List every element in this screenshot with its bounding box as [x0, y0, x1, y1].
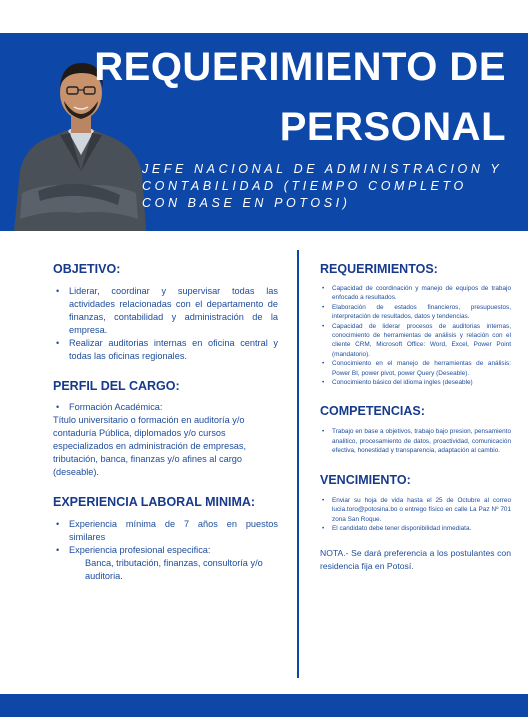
vencimiento-heading: VENCIMIENTO: [320, 472, 411, 487]
requerimientos-list [320, 284, 511, 387]
right-column [320, 262, 511, 573]
list-item: • Capacidad de coordinación y manejo de equipos de trabajo enfocado a resultados. [320, 284, 511, 303]
requerimientos-heading: REQUERIMIENTOS: [320, 262, 438, 276]
list-item: • Conocimiento básico del idioma ingles (deseable) [320, 378, 511, 387]
top-strip [0, 0, 528, 33]
objetivo-heading: OBJETIVO: [53, 262, 121, 276]
list-item: • Realizar auditorias internas en oficina central y todas las oficinas regionales. [53, 337, 278, 363]
column-divider [297, 250, 299, 678]
header-banner [0, 33, 528, 231]
perfil-heading: PERFIL DEL CARGO: [53, 379, 180, 393]
perfil-section [53, 379, 278, 479]
perfil-list [53, 401, 278, 414]
list-item: • Experiencia profesional especifica: [53, 544, 278, 557]
list-item: • Trabajo en base a objetivos, trabajo bajo presion, pensamiento analitico, procesamiento de datos, proactividad, comunicación efectiva, honestidad y transparencia, adaptación al cambio. [320, 427, 511, 455]
list-item: • Enviar su hoja de vida hasta el 25 de Octubre al correo lucia.toro@potosina.bo o entrego físico en calle La Paz Nº 701 zona San Roque. [320, 496, 511, 524]
competencias-heading: COMPETENCIAS: [320, 404, 425, 419]
perfil-text: Título universitario o formación en auditoría y/o contaduría Pública, diplomados y/o cursos especializados en administración de empresas, tributación, banca, finanzas y/o afines al cargo (deseable). [53, 415, 247, 477]
left-column [53, 262, 278, 583]
experiencia-section [53, 495, 278, 583]
job-title-subtitle: JEFE NACIONAL DE ADMINISTRACION Y CONTABILIDAD (TIEMPO COMPLETO CON BASE EN POTOSI) [142, 162, 503, 210]
experiencia-subtext: Banca, tributación, finanzas, consultoría y/o auditoria. [85, 558, 263, 581]
list-item: • El candidato debe tener disponibilidad inmediata. [320, 524, 511, 533]
requerimientos-section [320, 262, 511, 387]
list-item: • Formación Académica: [53, 401, 278, 414]
page-title-line1: REQUERIMIENTO DE [94, 45, 506, 89]
list-item: • Conocimiento en el manejo de herramientas de análisis: Power BI, power pivot, power Query (Deseable). [320, 359, 511, 378]
objetivo-list [53, 285, 278, 363]
objetivo-section [53, 262, 278, 363]
nota-text: NOTA.- Se dará preferencia a los postulantes con residencia fija en Potosí. [320, 548, 511, 572]
bottom-bar [0, 694, 528, 717]
competencias-section [320, 404, 511, 455]
page-title-line2: PERSONAL [279, 105, 506, 149]
list-item: • Elaboración de estados financieros, presupuestos, interpretación de resultados, datos y tendencias. [320, 303, 511, 322]
experiencia-heading: EXPERIENCIA LABORAL MINIMA: [53, 495, 256, 509]
competencias-list [320, 427, 511, 455]
experiencia-list [53, 518, 278, 557]
list-item: • Capacidad de liderar procesos de auditorias internas, conocimiento de herramientas de análisis y relación con el cliente CRM, Microsoft Office: Word, Excel, Power Point (mandatorio). [320, 322, 511, 360]
list-item: • Experiencia mínima de 7 años en puestos similares [53, 518, 278, 544]
vencimiento-section [320, 473, 511, 534]
list-item: • Liderar, coordinar y supervisar todas las actividades relacionadas con el departamento de finanzas, contabilidad y administración de la empresa. [53, 285, 278, 337]
vencimiento-list [320, 496, 511, 534]
